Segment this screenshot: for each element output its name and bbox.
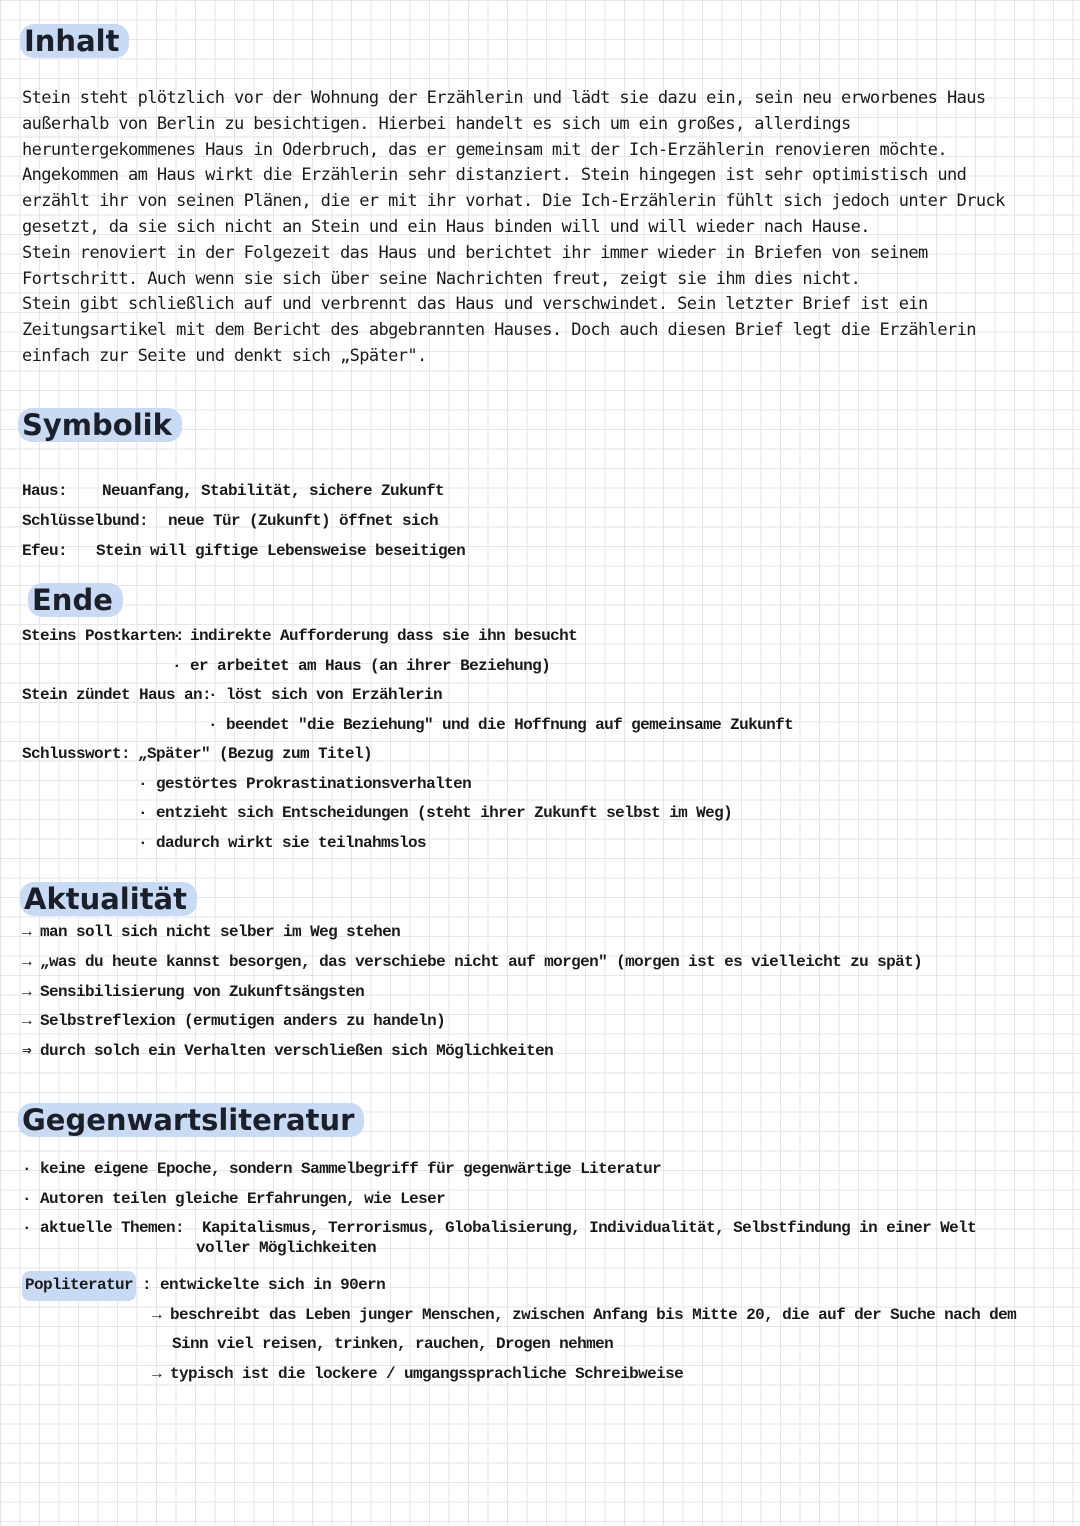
ende-schlusswort (22, 829, 1062, 859)
ende-list (22, 622, 1062, 858)
ende-label: Steins Postkarten: (22, 627, 185, 645)
inhalt-line: gesetzt, da sie sich nicht an Stein und ein Haus binden will und will wieder nach Hause. (22, 216, 870, 237)
inhalt-line: außerhalb von Berlin zu besichtigen. Hierbei handelt es sich um ein großes, allerdings (22, 113, 851, 134)
gegenwart-themen-label: · aktuelle Themen: (40, 1219, 185, 1237)
gegenwart-pop-label: Popliteratur (22, 1271, 136, 1301)
ende-label: Stein zündet Haus an: (22, 686, 212, 704)
gegenwart-themen-text: Kapitalismus, Terrorismus, Globalisierung, Individualität, Selbstfindung in einer Welt (202, 1219, 977, 1237)
ende-zuendet (22, 711, 1062, 741)
symbolik-list (22, 476, 1062, 566)
ende-point: · er arbeitet am Haus (an ihrer Beziehung) (172, 652, 550, 682)
symbolik-item (22, 536, 1062, 566)
heading-symbolik: Symbolik (18, 408, 182, 442)
heading-ende: Ende (28, 583, 123, 617)
gegenwart-item (22, 1155, 1062, 1185)
inhalt-paragraph (22, 86, 1042, 370)
symbolik-item (22, 506, 1062, 536)
gegenwart-item (22, 1185, 1062, 1215)
gegenwart-text: · Autoren teilen gleiche Erfahrungen, wie Leser (40, 1189, 446, 1208)
gegenwart-pop-point (22, 1301, 1062, 1331)
ende-point: · entzieht sich Entscheidungen (steht ihrer Zukunft selbst im Weg) (138, 799, 732, 829)
inhalt-line: Fortschritt. Auch wenn sie sich über seine Nachrichten freut, zeigt sie ihm dies nicht. (22, 268, 861, 289)
ende-postkarten (22, 652, 1062, 682)
ende-postkarten (22, 622, 1062, 652)
aktualitaet-text: ⇒ durch solch ein Verhalten verschließen sich Möglichkeiten (40, 1042, 554, 1061)
inhalt-line: Stein renoviert in der Folgezeit das Haus und berichtet ihr immer wieder in Briefen von seinem (22, 242, 928, 263)
ende-schlusswort (22, 740, 1062, 770)
ende-schlusswort (22, 770, 1062, 800)
inhalt-line: Stein gibt schließlich auf und verbrennt das Haus und verschwindet. Sein letzter Brief ist ein (22, 294, 928, 315)
gegenwart-pop-text: Sinn viel reisen, trinken, rauchen, Drogen nehmen (172, 1335, 614, 1353)
heading-aktualitaet: Aktualität (20, 882, 197, 916)
ende-schlusswort (22, 799, 1062, 829)
aktualitaet-item (22, 948, 1062, 978)
symbolik-item (22, 476, 1062, 506)
heading-inhalt: Inhalt (20, 24, 129, 58)
aktualitaet-text: → Sensibilisierung von Zukunftsängsten (40, 982, 365, 1001)
gegenwart-themen-text: voller Möglichkeiten (196, 1238, 377, 1257)
gegenwart-themen (22, 1214, 1062, 1244)
inhalt-line: Stein steht plötzlich vor der Wohnung der Erzählerin und lädt sie dazu ein, sein neu erworbenes Haus (22, 88, 986, 108)
aktualitaet-text: → „was du heute kannst besorgen, das verschiebe nicht auf morgen" (morgen ist es vielleicht zu spät) (40, 952, 923, 971)
ende-point: · dadurch wirkt sie teilnahmslos (138, 829, 426, 859)
symbolik-label: Haus: (22, 482, 68, 500)
symbolik-text: Neuanfang, Stabilität, sichere Zukunft (102, 482, 445, 500)
symbolik-text: Stein will giftige Lebensweise beseitigen (96, 542, 466, 560)
gegenwart-pop (22, 1271, 1062, 1301)
gegenwart-pop-text: → typisch ist die lockere / umgangssprachliche Schreibweise (170, 1364, 684, 1383)
symbolik-label: Schlüsselbund: (22, 512, 149, 530)
ende-point: · indirekte Aufforderung dass sie ihn besucht (172, 622, 577, 652)
aktualitaet-item (22, 978, 1062, 1008)
ende-zuendet (22, 681, 1062, 711)
ende-point: · löst sich von Erzählerin (208, 681, 442, 711)
gegenwart-pop-text: : entwickelte sich in 90ern (142, 1276, 386, 1294)
aktualitaet-item (22, 918, 1062, 948)
aktualitaet-conclusion (22, 1037, 1062, 1067)
ende-schlusswort-head: „Später" (Bezug zum Titel) (138, 745, 373, 763)
inhalt-line: Zeitungsartikel mit dem Bericht des abgebrannten Hauses. Doch auch diesen Brief legt die Erzählerin (22, 320, 976, 341)
gegenwart-list (22, 1155, 1062, 1389)
ende-point: · gestörtes Prokrastinationsverhalten (138, 770, 471, 800)
aktualitaet-text: → Selbstreflexion (ermutigen anders zu handeln) (40, 1012, 446, 1031)
gegenwart-pop-text: → beschreibt das Leben junger Menschen, zwischen Anfang bis Mitte 20, die auf der Suche nach dem (170, 1305, 1017, 1324)
inhalt-line: heruntergekommenes Haus in Oderbruch, das er gemeinsam mit der Ich-Erzählerin renovieren möchte. (22, 139, 947, 160)
gegenwart-pop-point (22, 1360, 1062, 1390)
symbolik-text: neue Tür (Zukunft) öffnet sich (168, 512, 439, 530)
inhalt-line: Angekommen am Haus wirkt die Erzählerin sehr distanziert. Stein hingegen ist sehr optimistisch und (22, 165, 967, 186)
ende-label: Schlusswort: (22, 745, 131, 763)
heading-gegenwartsliteratur: Gegenwartsliteratur (18, 1103, 364, 1137)
inhalt-line: erzählt ihr von seinen Plänen, die er mit ihr vorhat. Die Ich-Erzählerin fühlt sich jedoch unter Druck (22, 191, 1005, 212)
gegenwart-pop-point-cont (22, 1330, 1062, 1360)
inhalt-line: einfach zur Seite und denkt sich „Später". (22, 345, 427, 366)
aktualitaet-item (22, 1007, 1062, 1037)
symbolik-label: Efeu: (22, 542, 68, 560)
gegenwart-text: · keine eigene Epoche, sondern Sammelbegriff für gegenwärtige Literatur (40, 1160, 662, 1178)
ende-point: · beendet "die Beziehung" und die Hoffnung auf gemeinsame Zukunft (208, 711, 793, 741)
aktualitaet-list (22, 918, 1062, 1067)
aktualitaet-text: → man soll sich nicht selber im Weg stehen (40, 923, 401, 941)
